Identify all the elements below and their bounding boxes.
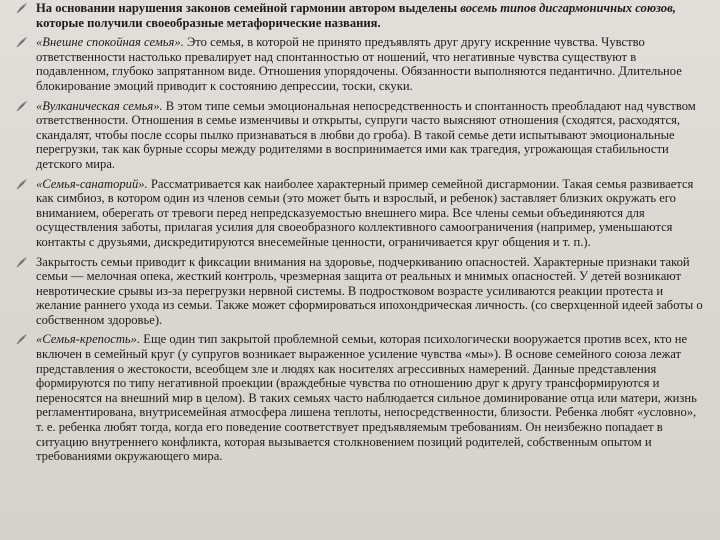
feather-bullet-icon xyxy=(16,333,28,345)
bullet-text: В этом типе семьи эмоциональная непосредственность и спонтанность преобладают над чувством ответственности. Отношения в семье изменчивы и открыты, супруги часто выясняют отношения (сходятся, расходятся, скандалят, чтобы после ссоры пылко признаваться в любви до гроба). В такой семье дети испытывают эмоциональные перегрузки, так как бурные ссоры между родителями в воспринимается ими как трагедия, угрожающая стабильности детского мира. xyxy=(36,98,696,171)
list-item xyxy=(16,255,706,328)
bullet-term: «Внешне спокойная семья». xyxy=(36,35,184,50)
bullet-text: Еще один тип закрытой проблемной семьи, которая психологически вооружается против всех, кто не включен в семейный круг (у супругов возникает выраженное усиление чувства «мы»). В основе семейного союза лежат представления о жестокости, всеобщем зле и людях как носителях агрессивных намерений. Данные представления формируются по типу негативной проекции (враждебные чувства по отношению друг к другу трансформируются и переносятся на внешний мир в целом). В таких семьях часто наблюдается сильное доминирование отца или матери, жизнь регламентирована, внутрисемейная атмосфера лишена теплоты, непосредственности, близости. Ребенка любят «условно», т. е. ребенка любят тогда, когда его поведение соответствует предъявляемым требованиям. Он неизбежно попадает в ситуацию внутреннего конфликта, которая вызывается столкновением позиций родителей, собственным опытом и требованиями окружающего мира. xyxy=(36,332,697,464)
list-item xyxy=(16,177,706,250)
bullet-term: «Семья-санаторий». xyxy=(36,176,148,191)
feather-bullet-icon xyxy=(16,178,28,190)
bullet-text: Рассматривается как наиболее характерный пример семейной дисгармонии. Такая семья развивается как симбиоз, в котором один из членов семьи (это может быть и взрослый, и ребенок) заставляет близких окружать его вниманием, оберегать от тревоги перед непредсказуемостью внешнего мира. Все члены семьи объединяются для осуществления заботы, прилагая усилия для своеобразного коллективного самоограничения (например, уменьшаются контакты с друзьями, дискредитируются внесемейные ценности, ограничивается круг общения и т. п.). xyxy=(36,176,694,249)
list-item xyxy=(16,332,706,463)
feather-bullet-icon xyxy=(16,256,28,268)
feather-bullet-icon xyxy=(16,100,28,112)
bullet-term: «Вулканическая семья». xyxy=(36,98,163,113)
bullet-term: восемь типов дисгармоничных союзов, xyxy=(460,1,676,15)
bullet-intro: На основании нарушения законов семейной гармонии автором выделены xyxy=(36,1,461,15)
bullet-list xyxy=(16,1,706,469)
list-item xyxy=(16,99,706,172)
list-item xyxy=(16,1,706,30)
feather-bullet-icon xyxy=(16,2,28,14)
feather-bullet-icon xyxy=(16,36,28,48)
bullet-text: Это семья, в которой не принято предъявлять друг другу искренние чувства. Чувство ответственности настолько превалирует над спонтанностью от ношений, что негативные чувства существуют в подавленном, глубоко запрятанном виде. Отношения упорядочены. Обязанности выполняются педантично. Длительное блокирование эмоций приводит к состоянию депрессии, тоски, скуки. xyxy=(36,35,682,93)
bullet-text: которые получили своеобразные метафорические названия. xyxy=(36,15,381,30)
bullet-term: «Семья-крепость». xyxy=(36,332,141,347)
bullet-text: Закрытость семьи приводит к фиксации внимания на здоровье, подчеркиванию опасностей. Характерные признаки такой семьи — мелочная опека, жесткий контроль, чрезмерная защита от реальных и мнимых опасностей. У детей возникают невротические срывы из-за перегрузки нервной системы. В подростковом возрасте усиливаются реакции протеста и желание раннего ухода из семьи. Также может сформироваться ипохондрическая личность. (со сверхценной идеей заботы о собственном здоровье). xyxy=(36,254,703,327)
list-item xyxy=(16,35,706,93)
